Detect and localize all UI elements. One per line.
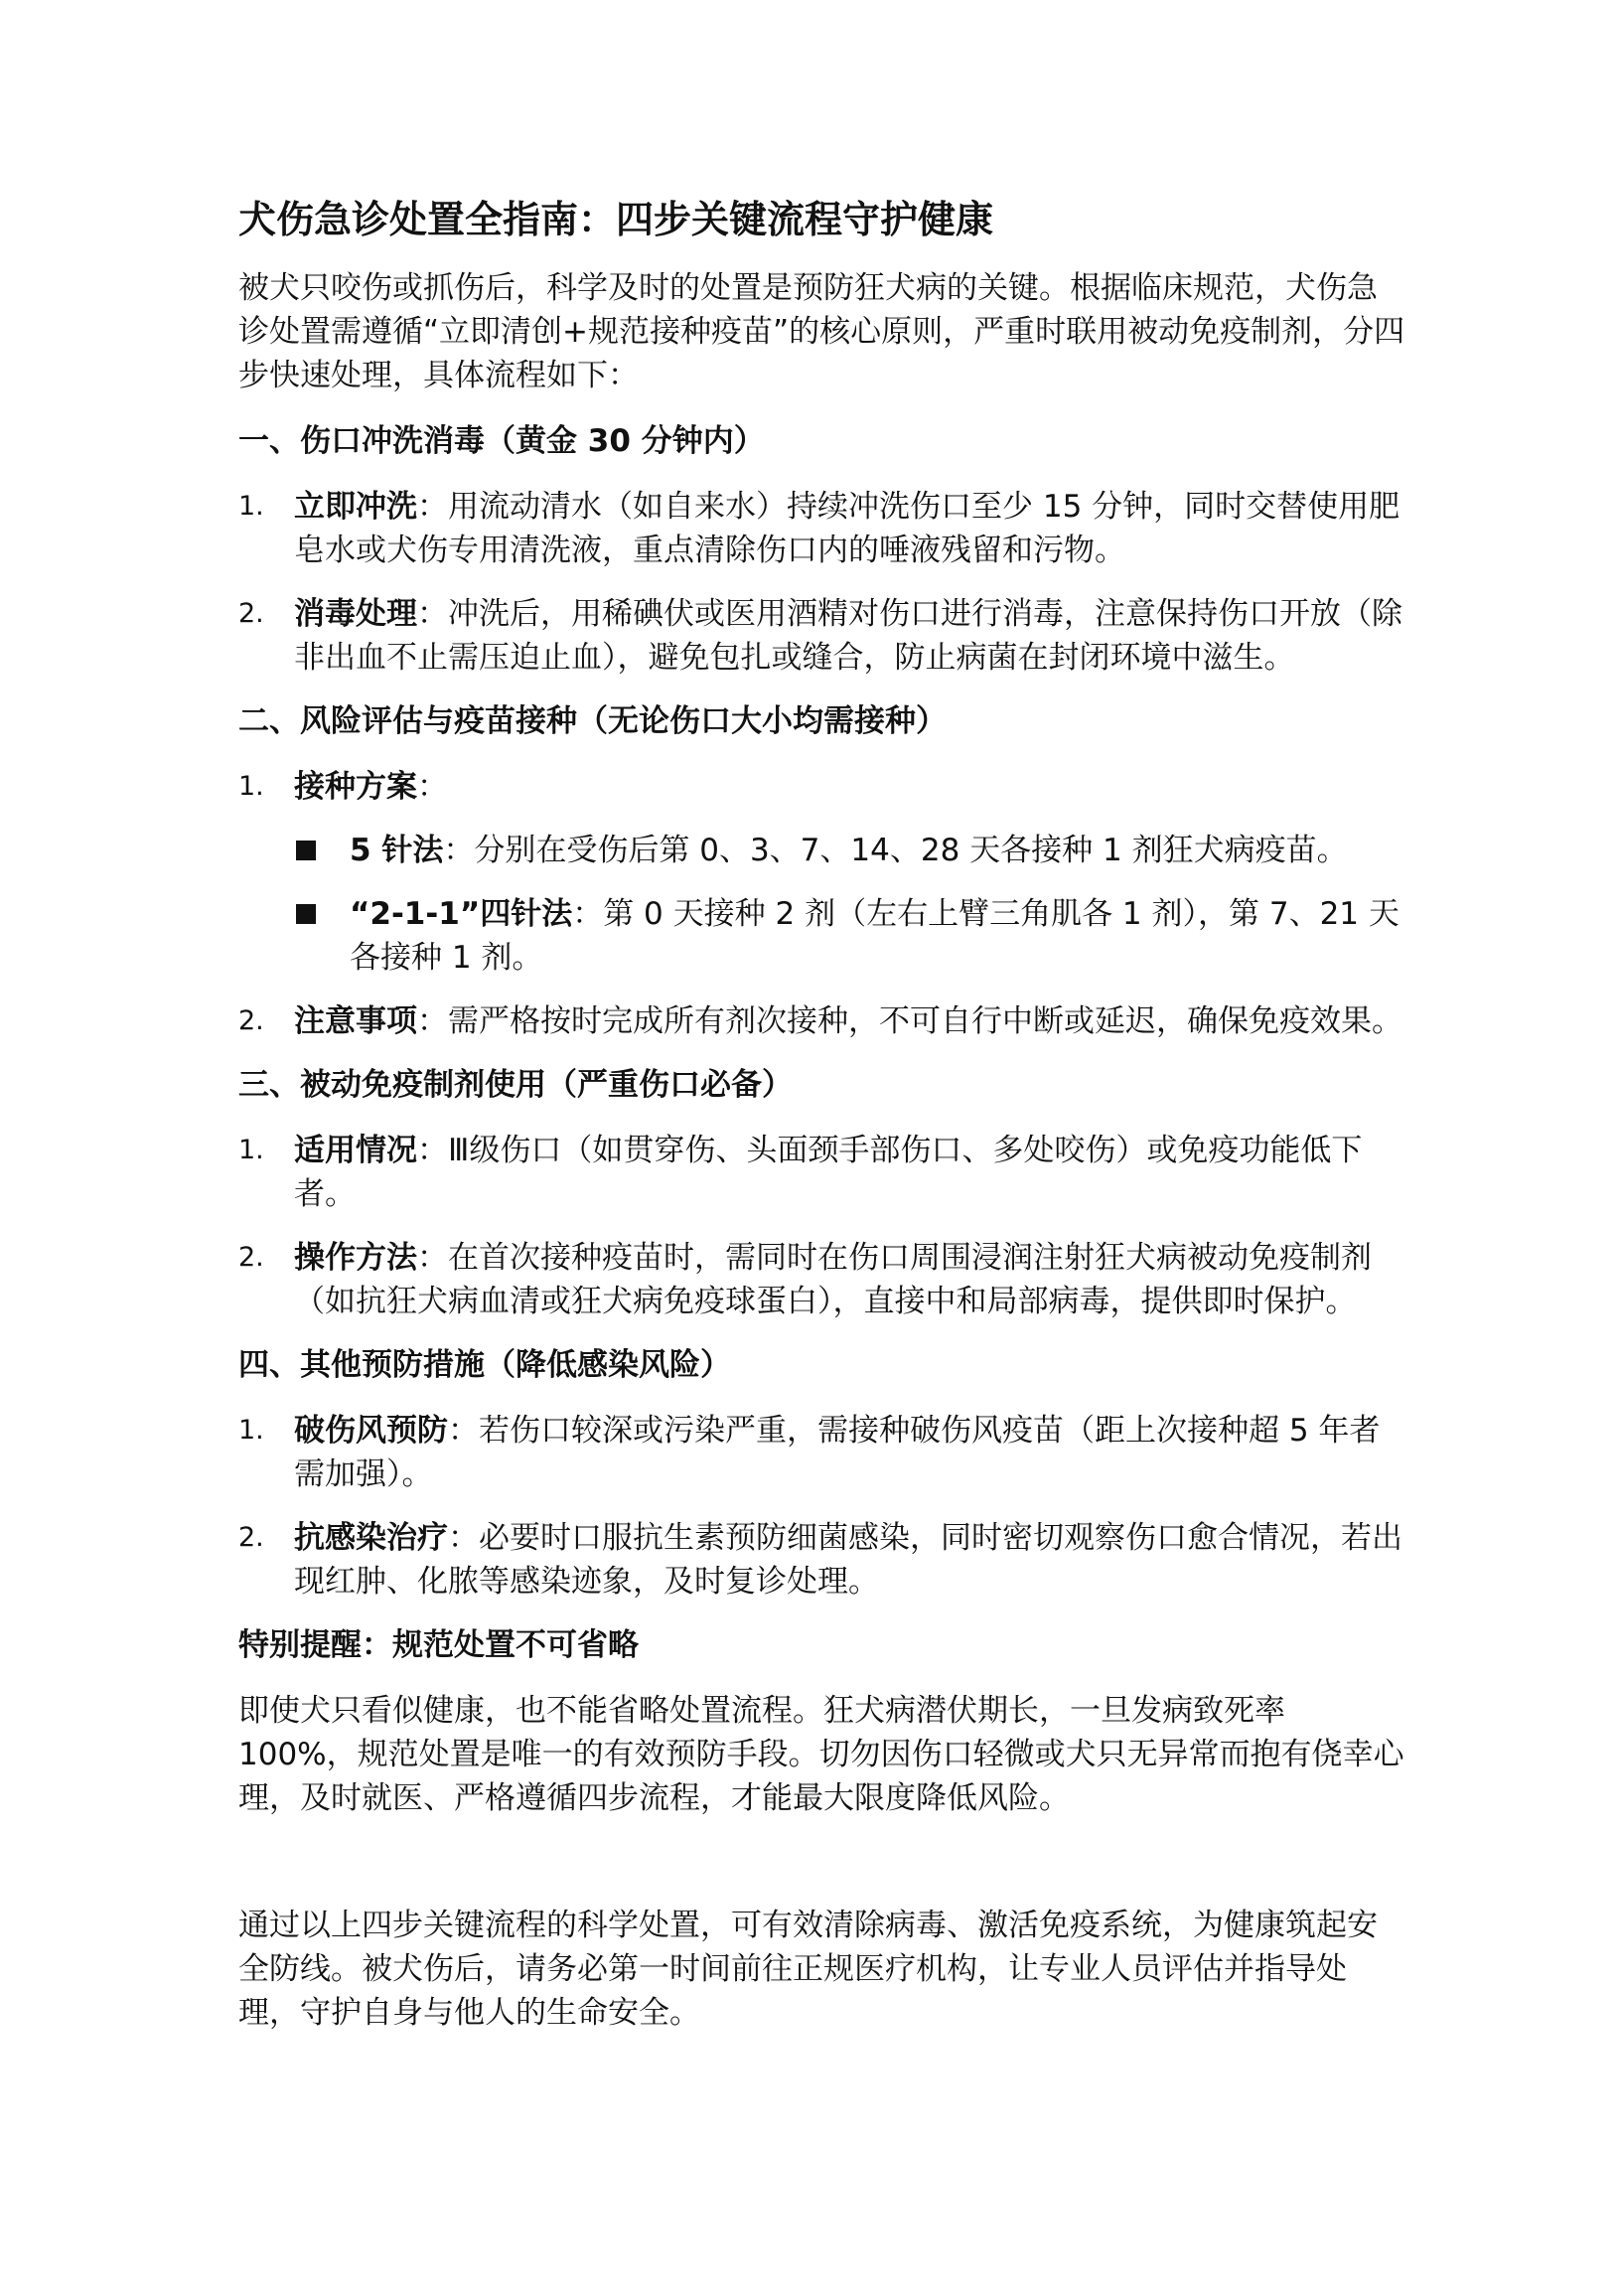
item-label: 接种方案 (294, 769, 417, 805)
list-item (238, 999, 1405, 1043)
list-item (238, 592, 1405, 680)
item-number: 2. (238, 1242, 264, 1273)
item-text: ：冲洗后，用稀碘伏或医用酒精对伤口进行消毒，注意保持伤口开放（除非出血不止需压迫止血），避免包扎或缝合，防止病菌在封闭环境中滋生。 (294, 596, 1402, 676)
intro-paragraph: 被犬只咬伤或抓伤后，科学及时的处置是预防狂犬病的关键。根据临床规范，犬伤急诊处置需遵循“立即清创+规范接种疫苗”的核心原则，严重时联用被动免疫制剂，分四步快速处理，具体流程如下： (238, 270, 1405, 393)
item-number: 1. (238, 1415, 264, 1446)
section-3 (238, 1063, 1405, 1323)
sub-item-label: 5 针法 (350, 833, 444, 868)
item-text: ：若伤口较深或污染严重，需接种破伤风疫苗（距上次接种超 5 年者需加强）。 (294, 1413, 1381, 1492)
item-label: 注意事项 (294, 1003, 417, 1039)
document-body (238, 195, 1405, 2057)
sub-item-text: ：第 0 天接种 2 剂（左右上臂三角肌各 1 剂），第 7、21 天各接种 1 剂。 (350, 896, 1400, 976)
step-list (238, 765, 1405, 1043)
page-title: 犬伤急诊处置全指南：四步关键流程守护健康 (238, 198, 994, 241)
item-text: ：需严格按时完成所有剂次接种，不可自行中断或延迟，确保免疫效果。 (417, 1003, 1402, 1039)
square-bullet-icon (296, 841, 316, 860)
section-2 (238, 699, 1405, 1043)
section-4 (238, 1343, 1405, 1604)
item-label: 抗感染治疗 (294, 1520, 448, 1556)
item-label: 适用情况 (294, 1133, 417, 1168)
item-number: 1. (238, 771, 264, 802)
item-label: 操作方法 (294, 1240, 417, 1276)
item-text: ：Ⅲ级伤口（如贯穿伤、头面颈手部伤口、多处咬伤）或免疫功能低下者。 (294, 1133, 1363, 1212)
closing-paragraph: 通过以上四步关键流程的科学处置，可有效清除病毒、激活免疫系统，为健康筑起安全防线。被犬伤后，请务必第一时间前往正规医疗机构，让专业人员评估并指导处理，守护自身与他人的生命安全。 (238, 1908, 1378, 2031)
step-list (238, 1409, 1405, 1604)
sub-list-item (294, 892, 1405, 980)
section-heading: 一、伤口冲洗消毒（黄金 30 分钟内） (238, 423, 765, 459)
list-item (238, 1236, 1405, 1323)
square-bullet-icon (296, 904, 316, 924)
list-item (238, 1516, 1405, 1604)
section-1 (238, 419, 1405, 680)
item-number: 2. (238, 1005, 264, 1036)
item-label: 消毒处理 (294, 596, 417, 632)
item-text: ：在首次接种疫苗时，需同时在伤口周围浸润注射狂犬病被动免疫制剂（如抗狂犬病血清或狂犬病免疫球蛋白），直接中和局部病毒，提供即时保护。 (294, 1240, 1372, 1319)
section-heading: 二、风险评估与疫苗接种（无论伤口大小均需接种） (238, 703, 947, 739)
item-text: ：用流动清水（如自来水）持续冲洗伤口至少 15 分钟，同时交替使用肥皂水或犬伤专用清洗液，重点清除伤口内的唾液残留和污物。 (294, 489, 1400, 568)
item-text: ： (417, 769, 448, 805)
item-number: 1. (238, 491, 264, 522)
sub-item-label: “2-1-1”四针法 (350, 896, 573, 932)
reminder-paragraph: 即使犬只看似健康，也不能省略处置流程。狂犬病潜伏期长，一旦发病致死率 100%，规范处置是唯一的有效预防手段。切勿因伤口轻微或犬只无异常而抱有侥幸心理，及时就医、严格遵循四步流程，才能最大限度降低风险。 (238, 1693, 1404, 1816)
item-text: ：必要时口服抗生素预防细菌感染，同时密切观察伤口愈合情况，若出现红肿、化脓等感染迹象，及时复诊处理。 (294, 1520, 1402, 1600)
step-list (238, 485, 1405, 680)
step-list (238, 1129, 1405, 1323)
sub-item-text: ：分别在受伤后第 0、3、7、14、28 天各接种 1 剂狂犬病疫苗。 (443, 833, 1348, 868)
sub-list (294, 829, 1405, 980)
reminder-heading: 特别提醒：规范处置不可省略 (238, 1627, 639, 1663)
list-item (238, 485, 1405, 572)
list-item (238, 1129, 1405, 1216)
section-heading: 三、被动免疫制剂使用（严重伤口必备） (238, 1067, 793, 1103)
item-number: 2. (238, 598, 264, 629)
sub-list-item (294, 829, 1405, 872)
list-item (238, 765, 1405, 980)
list-item (238, 1409, 1405, 1496)
spacer (238, 1842, 1405, 1904)
item-label: 立即冲洗 (294, 489, 417, 525)
item-number: 1. (238, 1135, 264, 1165)
item-number: 2. (238, 1522, 264, 1553)
item-label: 破伤风预防 (294, 1413, 448, 1449)
section-heading: 四、其他预防措施（降低感染风险） (238, 1347, 731, 1383)
